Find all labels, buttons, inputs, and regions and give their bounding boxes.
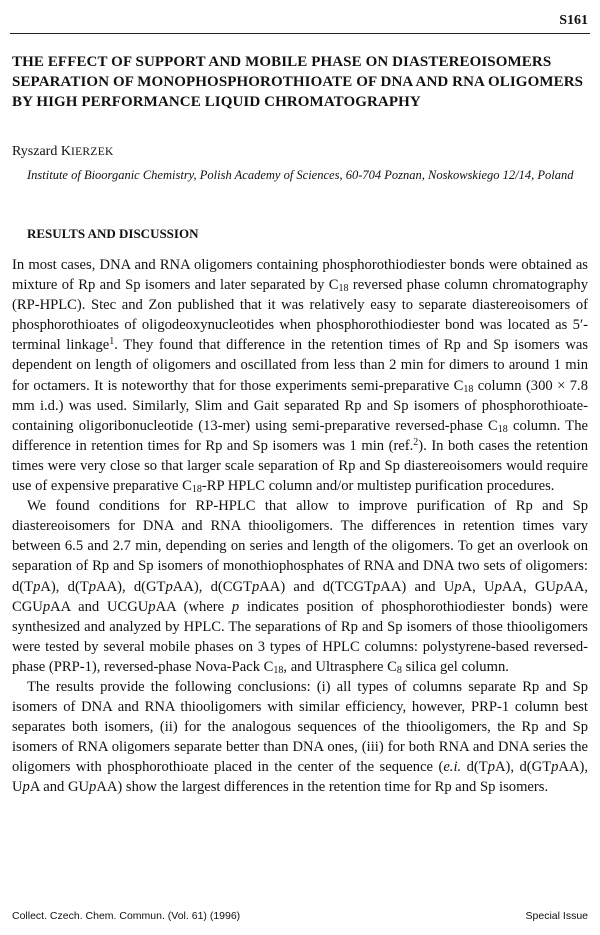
issue-label: Special Issue [525, 910, 588, 922]
author-surname-rest: IERZEK [70, 146, 114, 158]
header-rule [10, 33, 590, 34]
page-number: S161 [559, 13, 588, 28]
body-text [12, 255, 588, 798]
author-line [12, 144, 114, 160]
journal-citation: Collect. Czech. Chem. Commun. (Vol. 61) (1996) [12, 910, 241, 922]
section-heading: RESULTS AND DISCUSSION [27, 226, 199, 241]
author-given-name: Ryszard [12, 144, 61, 159]
author-affiliation: Institute of Bioorganic Chemistry, Polish Academy of Sciences, 60-704 Poznan, Noskowskiego 12/14, Poland [27, 168, 574, 182]
paragraph-2: We found conditions for RP-HPLC that allow to improve purification of Rp and Sp diastereoisomers for DNA and RNA thiooligomers. The differences in retention times vary between 6.5 and 2.7 min, depending on series and length of the oligomers. To get an overlook on separation of Rp and Sp isomers of monothiophosphates of RNA and DNA two sets of oligomers: d(TpA), d(TpAA), d(GTpAA), d(CGTpAA) and d(TCGTpAA) and UpA, UpAA, GUpAA, CGUpAA and UCGUpAA (where p indicates position of phosphorothiodiester bonds) were synthesized and analyzed by HPLC. The separations of Rp and Sp isomers of those thiooligomers were tested by several mobile phases on 3 types of HPLC columns: polystyrene-based reversed-phase (PRP-1), reversed-phase Nova-Pack $C_{18}$, and Ultrasphere $C_8$ silica gel column. [12, 498, 588, 676]
article-title: THE EFFECT OF SUPPORT AND MOBILE PHASE ON DIASTEREOISOMERS SEPARATION OF MONOPHOSPHOROTHIOATE OF DNA AND RNA OLIGOMERS BY HIGH PERFORMANCE LIQUID CHROMATOGRAPHY [12, 54, 584, 110]
paragraph-3: The results provide the following conclusions: (i) all types of columns separate Rp and Sp isomers of DNA and RNA thiooligomers with similar efficiency, however, PRP-1 column best separates both isomers, (ii) for the analogous sequences of the thiooligomers, the Rp and Sp isomers of RNA oligomers separate better than DNA ones, (iii) for both RNA and DNA series the oligomers with phosphorothioate placed in the center of the sequence (e.i. d(TpA), d(GTpAA), UpA and GUpAA) show the largest differences in the retention time for Rp and Sp isomers. [12, 678, 588, 796]
author-surname-initial: K [60, 144, 71, 159]
paragraph-1: In most cases, DNA and RNA oligomers containing phosphorothiodiester bonds were obtained as mixture of Rp and Sp isomers and later separated by $C_{18}$ reversed phase column chromatography (RP-HPLC). Stec and Zon published that it was relatively easy to separate diastereoisomers of phosphorothioates of oligodeoxynucleotides when phosphorothiodiester bond was located as 5′-terminal linkage$^1$. They found that difference in the retention times of Rp and Sp isomers was dependent on length of oligomers and oscillated from less than 2 min for dimers to around 1 min for octamers. It is noteworthy that for those experiments semi-preparative $C_{18}$ column (300 × 7.8 mm i.d.) was used. Similarly, Slim and Gait separated Rp and Sp isomers of phosphorothioate-containing oligoribonucleotide (13-mer) using semi-preparative reversed-phase $C_{18}$ column. The difference in retention times for Rp and Sp isomers was 1 min (ref.$^2$). In both cases the retention times were very close so that larger scale separation of Rp and Sp diastereoisomers would require use of expensive preparative $C_{18}-RP$ HPLC column and/or multistep purification procedures. [12, 257, 589, 496]
